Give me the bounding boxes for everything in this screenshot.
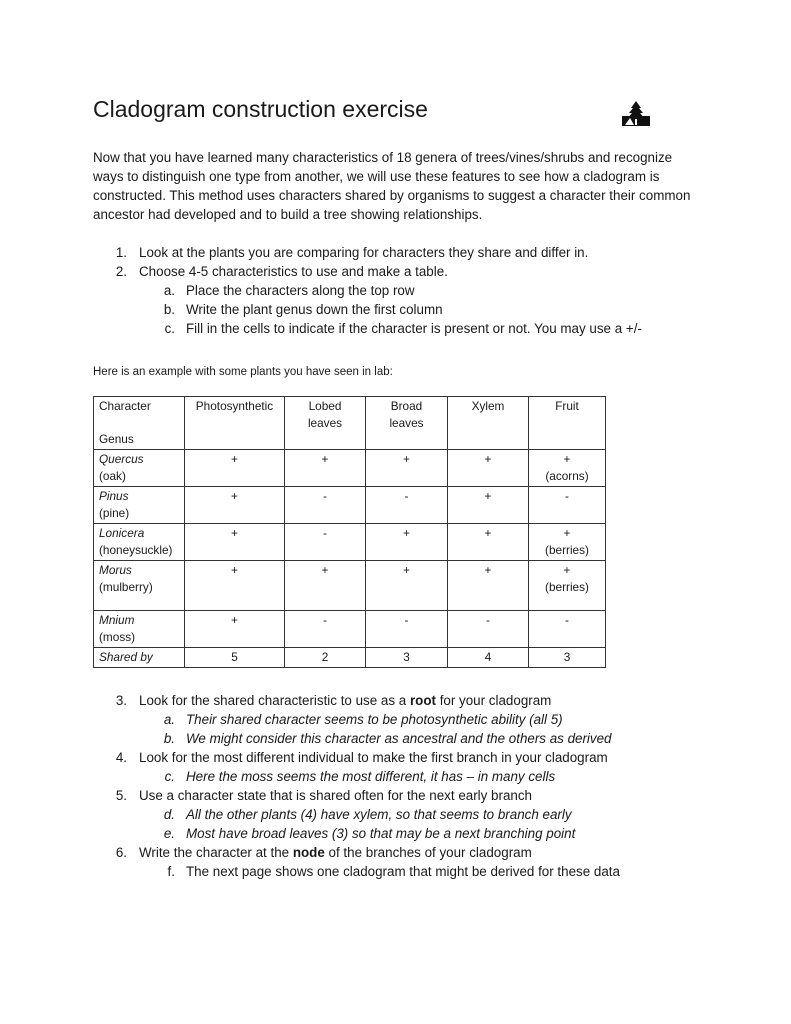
- list-text: Place the characters along the top row: [186, 283, 415, 298]
- list-text: Write the plant genus down the first column: [186, 302, 443, 317]
- table-cell: -: [285, 487, 366, 524]
- list-number: d.: [163, 807, 175, 822]
- genus-cell: Morus (mulberry): [94, 561, 185, 611]
- table-cell: +: [366, 561, 448, 611]
- list-number: c.: [164, 321, 175, 336]
- table-cell: -: [285, 611, 366, 648]
- list-text: Their shared character seems to be photosynthetic ability (all 5): [186, 712, 563, 727]
- table-cell: 3: [529, 648, 606, 668]
- table-cell: 5: [185, 648, 285, 668]
- table-cell: -: [529, 487, 606, 524]
- column-header: Xylem: [448, 397, 529, 450]
- genus-label: Genus: [99, 432, 134, 446]
- table-cell: +: [448, 450, 529, 487]
- list-text: Most have broad leaves (3) so that may be a next branching point: [186, 826, 576, 841]
- list-text: Look at the plants you are comparing for characters they share and differ in.: [139, 245, 589, 260]
- genus-cell: Mnium (moss): [94, 611, 185, 648]
- table-row: [94, 450, 606, 487]
- table-cell: +: [185, 450, 285, 487]
- table-row: [94, 611, 606, 648]
- list-number: a.: [163, 712, 175, 727]
- list-number: 6.: [115, 845, 127, 860]
- table-cell: -: [529, 611, 606, 648]
- tree-logo-icon: [622, 100, 650, 126]
- list-text: Fill in the cells to indicate if the character is present or not. You may use a +/-: [186, 321, 642, 336]
- table-cell: 2: [285, 648, 366, 668]
- list-text: All the other plants (4) have xylem, so that seems to branch early: [186, 807, 572, 822]
- table-cell: +: [448, 487, 529, 524]
- list-number: e.: [163, 826, 175, 841]
- table-caption: Here is an example with some plants you have seen in lab:: [93, 366, 393, 378]
- table-cell: + (acorns): [529, 450, 606, 487]
- table-header-row: [94, 397, 606, 450]
- table-cell: +: [448, 561, 529, 611]
- list-text: We might consider this character as ancestral and the others as derived: [186, 731, 612, 746]
- table-cell: +: [366, 450, 448, 487]
- list-number: c.: [164, 769, 175, 784]
- table-cell: -: [285, 524, 366, 561]
- list-number: b.: [163, 731, 175, 746]
- table-cell: +: [448, 524, 529, 561]
- table-cell: -: [366, 611, 448, 648]
- table-cell: 3: [366, 648, 448, 668]
- list-number: 4.: [115, 750, 127, 765]
- table-row: [94, 561, 606, 611]
- column-header: Broad leaves: [366, 397, 448, 450]
- column-header: Fruit: [529, 397, 606, 450]
- table-cell: +: [366, 524, 448, 561]
- table-cell: +: [285, 561, 366, 611]
- list-number: 5.: [115, 788, 127, 803]
- list-number: 2.: [115, 264, 127, 279]
- list-text: Look for the most different individual to make the first branch in your cladogram: [139, 750, 608, 765]
- shared-by-row: [94, 648, 606, 668]
- corner-header-cell: [94, 397, 185, 450]
- shared-by-label: Shared by: [94, 648, 185, 668]
- table-cell: + (berries): [529, 561, 606, 611]
- table-row: [94, 524, 606, 561]
- intro-paragraph: Now that you have learned many characteristics of 18 genera of trees/vines/shrubs and recognize ways to distinguish one type from another, we will use these features to see how a cladogram is constructed. This method uses characters shared by organisms to suggest a character their common ancestor had developed and to build a tree showing relationships.: [93, 150, 691, 222]
- table-cell: -: [448, 611, 529, 648]
- genus-cell: Quercus (oak): [94, 450, 185, 487]
- table-cell: +: [185, 611, 285, 648]
- table-cell: +: [185, 561, 285, 611]
- list-number: a.: [163, 283, 175, 298]
- column-header: Lobed leaves: [285, 397, 366, 450]
- list-text: Choose 4-5 characteristics to use and make a table.: [139, 264, 448, 279]
- character-table: [93, 396, 606, 668]
- list-text: Here the moss seems the most different, it has – in many cells: [186, 769, 556, 784]
- table-cell: 4: [448, 648, 529, 668]
- table-cell: +: [185, 524, 285, 561]
- list-number: b.: [163, 302, 175, 317]
- page-title: Cladogram construction exercise: [93, 96, 428, 122]
- list-text: The next page shows one cladogram that might be derived for these data: [186, 864, 620, 879]
- character-label: Character: [99, 399, 151, 413]
- column-header: Photosynthetic: [185, 397, 285, 450]
- table-cell: -: [366, 487, 448, 524]
- genus-cell: Lonicera (honeysuckle): [94, 524, 185, 561]
- list-text: Look for the shared characteristic to use as a root for your cladogram: [139, 693, 552, 708]
- table-row: [94, 487, 606, 524]
- genus-cell: Pinus (pine): [94, 487, 185, 524]
- list-number: 1.: [115, 245, 127, 260]
- list-text: Use a character state that is shared often for the next early branch: [139, 788, 533, 803]
- table-cell: + (berries): [529, 524, 606, 561]
- table-cell: +: [185, 487, 285, 524]
- list-number: f.: [167, 864, 175, 879]
- table-cell: +: [285, 450, 366, 487]
- list-text: Write the character at the node of the branches of your cladogram: [139, 845, 532, 860]
- list-number: 3.: [115, 693, 127, 708]
